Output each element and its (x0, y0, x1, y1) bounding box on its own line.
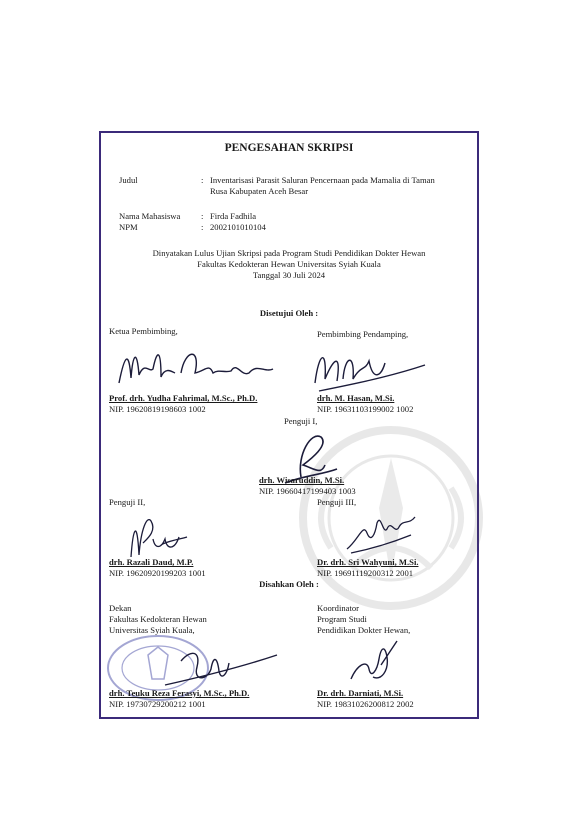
dekan-nip: NIP. 19730729200212 1001 (109, 699, 206, 709)
nama-value: Firda Fadhila (210, 211, 257, 221)
npm-value: 2002101010104 (210, 222, 266, 232)
koordinator-line2: Program Studi (317, 614, 367, 624)
judul-value-line2: Rusa Kabupaten Aceh Besar (210, 186, 309, 196)
pendamping-name: drh. M. Hasan, M.Si. (317, 393, 395, 403)
koordinator-line3: Pendidikan Dokter Hewan, (317, 625, 411, 635)
koordinator-name: Dr. drh. Darniati, M.Si. (317, 688, 404, 698)
koordinator-line1: Koordinator (317, 603, 360, 613)
ketua-nip: NIP. 19620819198603 1002 (109, 404, 206, 414)
penguji2-role: Penguji II, (109, 497, 146, 507)
dekan-name: drh. Teuku Reza Ferasyi, M.Sc., Ph.D. (109, 688, 250, 698)
penguji2-nip: NIP. 19620920199203 1001 (109, 568, 206, 578)
penguji2-signature (121, 509, 191, 559)
nama-label: Nama Mahasiswa (119, 211, 181, 221)
ketua-role: Ketua Pembimbing, (109, 326, 178, 336)
ketua-signature (115, 343, 275, 393)
statement-line3: Tanggal 30 Juli 2024 (252, 270, 326, 280)
npm-label: NPM (119, 222, 138, 232)
dekan-signature (161, 641, 281, 691)
penguji2-name: drh. Razali Daud, M.P. (109, 557, 194, 567)
judul-value-line1: Inventarisasi Parasit Saluran Pencernaan pada Mamalia di Taman (210, 175, 435, 185)
dekan-line3: Universitas Syiah Kuala, (109, 625, 195, 635)
statement-line2: Fakultas Kedokteran Hewan Universitas Syiah Kuala (197, 259, 381, 269)
ratified-heading: Disahkan Oleh : (259, 579, 319, 589)
koordinator-signature (341, 635, 411, 685)
penguji1-role: Penguji I, (284, 416, 318, 426)
ketua-name: Prof. drh. Yudha Fahrimal, M.Sc., Ph.D. (109, 393, 258, 403)
penguji3-nip: NIP. 19691119200312 2001 (317, 568, 414, 578)
statement-line1: Dinyatakan Lulus Ujian Skripsi pada Program Studi Pendidikan Dokter Hewan (152, 248, 426, 258)
npm-separator: : (201, 222, 204, 232)
pendamping-signature (309, 341, 429, 396)
document-border (99, 131, 479, 719)
penguji1-name: drh. Wisaruddin, M.Si. (259, 475, 345, 485)
pendamping-role: Pembimbing Pendamping, (317, 329, 409, 339)
penguji3-signature (341, 505, 421, 555)
dekan-line2: Fakultas Kedokteran Hewan (109, 614, 207, 624)
penguji3-role: Penguji III, (317, 497, 357, 507)
penguji3-name: Dr. drh. Sri Wahyuni, M.Si. (317, 557, 419, 567)
nama-separator: : (201, 211, 204, 221)
judul-separator: : (201, 175, 204, 185)
judul-label: Judul (119, 175, 138, 185)
approved-heading: Disetujui Oleh : (259, 308, 319, 318)
page-title: PENGESAHAN SKRIPSI (224, 142, 354, 154)
dekan-line1: Dekan (109, 603, 132, 613)
pendamping-nip: NIP. 19631103199002 1002 (317, 404, 414, 414)
koordinator-nip: NIP. 19831026200812 2002 (317, 699, 414, 709)
penguji1-nip: NIP. 19660417199403 1003 (259, 486, 356, 496)
